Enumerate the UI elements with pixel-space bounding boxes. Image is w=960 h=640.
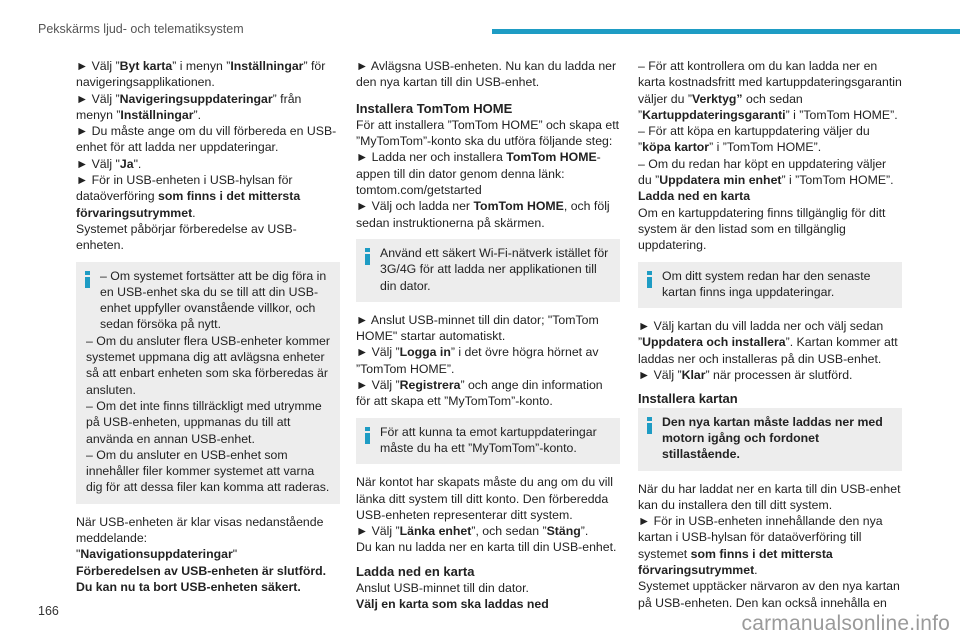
info-icon <box>364 248 371 265</box>
map-update-available-text: Om en kartuppdatering finns tillgänglig för ditt system är den listad som en tillgänglig uppdatering. <box>638 205 886 253</box>
heading-ladda-ned-karta: Ladda ned en karta <box>356 563 475 579</box>
step-navigeringsuppdateringar: ► Välj ”Navigeringsuppdateringar” från menyn ”Inställningar”. <box>76 91 302 122</box>
page-number: 166 <box>38 604 59 618</box>
note-text: Den nya kartan måste laddas ner med motorn igång och fordonet stillastående. <box>662 414 883 462</box>
step-connect-usb: ► Anslut USB-minnet till din dator; "TomTom HOME" startar automatiskt. <box>356 312 599 344</box>
info-icon <box>646 271 653 288</box>
info-icon <box>646 417 653 434</box>
step-insert-usb-map: ► För in USB-enheten innehållande den nya kartan i USB-hylsan för dataöverföring till systemet som finns i det mittersta förvaringsutrymmet. <box>638 514 883 578</box>
column-2 <box>356 58 620 613</box>
step-select-ja: ► Välj "Ja". <box>76 156 142 171</box>
note-text: Använd ett säkert Wi-Fi-nätverk istället för 3G/4G för att ladda ner applikationen till din dator. <box>380 245 609 293</box>
note-line: – Om du ansluter flera USB-enheter kommer systemet uppmana dig att avlägsna enheter så att enbart enheten som ska förberedas är ansluten. <box>86 333 330 397</box>
page-header-title: Pekskärms ljud- och telematiksystem <box>38 22 244 36</box>
info-icon <box>364 427 371 444</box>
step-klar: ► Välj ”Klar” när processen är slutförd. <box>638 368 853 383</box>
step-uppdatera-installera: ► Välj kartan du vill ladda ner och välj sedan ”Uppdatera och installera”. Kartan kommer att laddas ner och installeras på din USB-enhet. <box>638 319 898 366</box>
info-note-engine-running <box>638 408 902 471</box>
info-note-wifi <box>356 239 620 302</box>
step-download-tomtom: ► Ladda ner och installera TomTom HOME-appen till din dator genom denna länk: <box>356 150 601 181</box>
buy-map-text: – För att köpa en kartuppdatering väljer du ”köpa kartor” i ”TomTom HOME”. <box>638 124 870 155</box>
select-map-text: Välj en karta som ska laddas ned <box>356 597 549 612</box>
header-accent-bar <box>492 29 960 34</box>
step-remove-usb: ► Avlägsna USB-enheten. Nu kan du ladda ner den nya kartan till din USB-enhet. <box>356 59 617 90</box>
heading-installera-tomtom-home: Installera TomTom HOME <box>356 100 513 116</box>
account-created-text: När kontot har skapats måste du ang om du vill länka ditt system till ditt konto. Den förberedda USB-enheten representerar ditt system. <box>356 475 613 522</box>
info-note-usb-conditions <box>76 262 340 504</box>
step-lanka-enhet: ► Välj ”Länka enhet”, och sedan ”Stäng”. <box>356 524 589 539</box>
message-body: Förberedelsen av USB-enheten är slutförd. Du kan nu ta bort USB-enheten säkert. <box>76 563 327 594</box>
install-intro: För att installera ”TomTom HOME” och skapa ett ”MyTomTom”-konto ska du utföra följande steg: <box>356 117 620 149</box>
check-free-map-text: – För att kontrollera om du kan ladda ner en karta kostnadsfritt med kartuppdateringsgarantin väljer du ”Verktyg” och sedan ”Kartuppdateringsgaranti” i ”TomTom HOME”. <box>638 59 902 122</box>
note-line: – Om du ansluter en USB-enhet som innehåller filer kommer systemet att varna dig för att dessa filer kan komma att raderas. <box>86 447 330 495</box>
message-title: "Navigationsuppdateringar" <box>76 547 238 562</box>
info-note-latest-map <box>638 262 902 309</box>
info-note-account <box>356 418 620 465</box>
step-logga-in: ► Välj ”Logga in” i det övre högra hörnet av ”TomTom HOME”. <box>356 345 599 376</box>
download-map-text: Du kan nu ladda ner en karta till din USB-enhet. <box>356 540 617 555</box>
step-byt-karta: ► Välj ”Byt karta” i menyn ”Inställningar” för navigeringsapplikationen. <box>76 59 326 90</box>
note-text: För att kunna ta emot kartuppdateringar måste du ha ett ”MyTomTom”-konto. <box>380 424 597 455</box>
update-device-text: – Om du redan har köpt en uppdatering väljer du ”Uppdatera min enhet” i ”TomTom HOME”. <box>638 156 894 188</box>
install-map-text: När du har laddat ner en karta till din USB-enhet kan du installera den till ditt system. <box>638 481 901 512</box>
column-1 <box>76 58 340 595</box>
subheading-ladda-ned-karta: Ladda ned en karta <box>638 189 751 204</box>
connect-usb-text: Anslut USB-minnet till din dator. <box>356 581 529 596</box>
system-prepares-text: Systemet påbörjar förberedelse av USB-enheten. <box>76 221 297 253</box>
watermark: carmanualsonline.info <box>741 612 950 635</box>
note-line: – Om systemet fortsätter att be dig föra in en USB-enhet ska du se till att din USB-enhet uppfyller ovanstående villkor, och sedan försöka på nytt. <box>100 268 327 332</box>
system-detects-map-text: Systemet upptäcker närvaron av den nya kartan på USB-enheten. Den kan också innehålla en <box>638 579 900 610</box>
step-prepare-usb: ► Du måste ange om du vill förbereda en USB-enhet för att ladda ner uppdateringar. <box>76 124 337 155</box>
step-select-tomtom: ► Välj och ladda ner TomTom HOME, och följ sedan instruktionerna på skärmen. <box>356 199 610 230</box>
link-getstarted[interactable]: tomtom.com/getstarted <box>356 183 482 198</box>
info-icon <box>84 271 91 288</box>
column-3 <box>638 58 902 611</box>
step-registrera: ► Välj ”Registrera” och ange din information för att skapa ett ”MyTomTom”-konto. <box>356 378 603 409</box>
usb-ready-text: När USB-enheten är klar visas nedanstående meddelande: <box>76 514 324 546</box>
note-text: Om ditt system redan har den senaste kartan finns inga uppdateringar. <box>662 268 871 299</box>
step-insert-usb: ► För in USB-enheten i USB-hylsan för dataöverföring som finns i det mittersta förvaringsutrymmet. <box>76 173 301 220</box>
note-line: – Om det inte finns tillräckligt med utrymme på USB-enheten, uppmanas du till att använda en annan USB-enhet. <box>86 398 322 446</box>
heading-installera-kartan: Installera kartan <box>638 391 738 407</box>
